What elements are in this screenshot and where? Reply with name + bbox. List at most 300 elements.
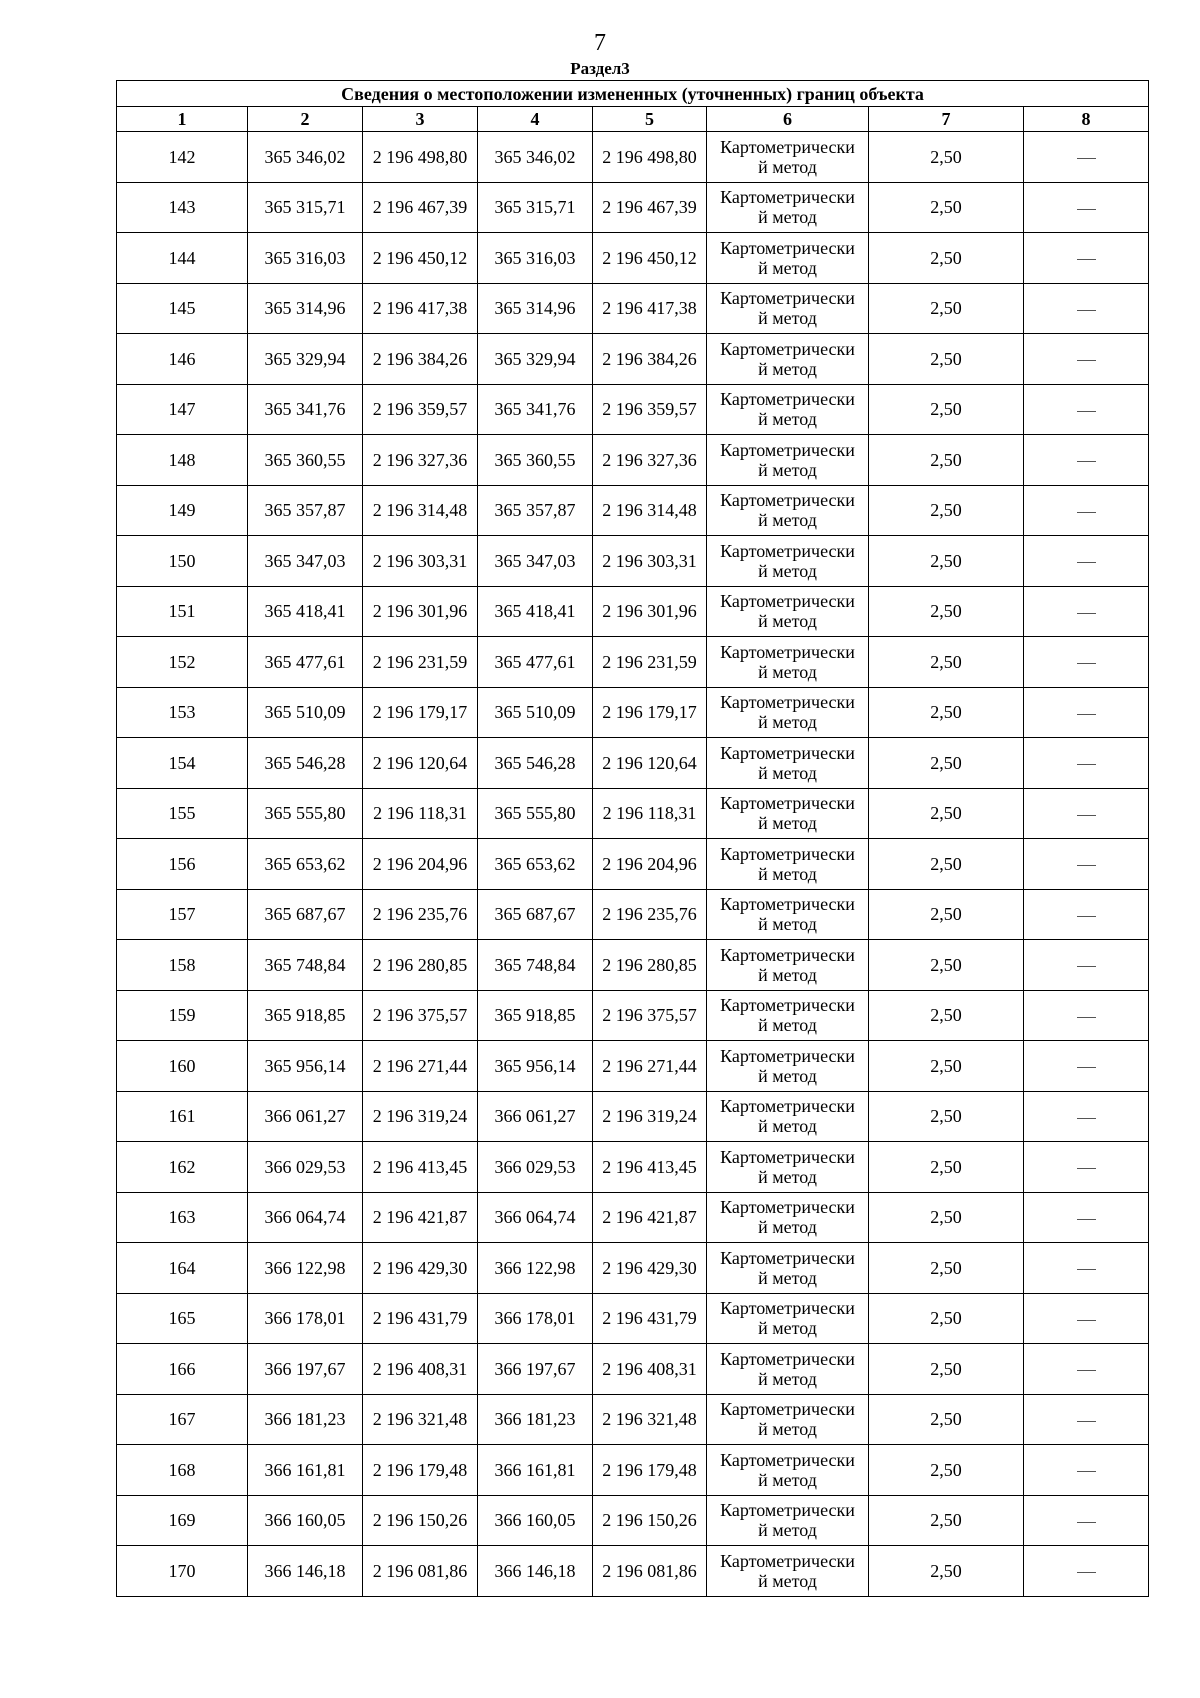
x-refined-cell: 366 061,27 [478, 1091, 593, 1142]
description-cell [1024, 839, 1149, 890]
point-number-cell: 166 [117, 1344, 248, 1395]
column-number: 5 [593, 107, 707, 132]
description-cell [1024, 1344, 1149, 1395]
column-number: 4 [478, 107, 593, 132]
x-refined-cell: 366 181,23 [478, 1394, 593, 1445]
empty-value-dash [1077, 865, 1096, 866]
description-cell [1024, 990, 1149, 1041]
method-line-1: Картометрически [720, 742, 855, 763]
x-existing-cell: 365 653,62 [248, 839, 363, 890]
description-cell [1024, 738, 1149, 789]
x-existing-cell: 366 197,67 [248, 1344, 363, 1395]
y-existing-cell: 2 196 235,76 [363, 889, 478, 940]
method-line-2: й метод [758, 611, 817, 632]
y-existing-cell: 2 196 314,48 [363, 485, 478, 536]
table-row [117, 839, 1149, 890]
method-cell [707, 132, 869, 183]
y-refined-cell: 2 196 081,86 [593, 1546, 707, 1597]
table-row [117, 1192, 1149, 1243]
table-row [117, 990, 1149, 1041]
y-refined-cell: 2 196 303,31 [593, 536, 707, 587]
x-existing-cell: 366 064,74 [248, 1192, 363, 1243]
empty-value-dash [1077, 411, 1096, 412]
method-line-2: й метод [758, 207, 817, 228]
empty-value-dash [1077, 714, 1096, 715]
y-existing-cell: 2 196 429,30 [363, 1243, 478, 1294]
empty-value-dash [1077, 1017, 1096, 1018]
y-existing-cell: 2 196 431,79 [363, 1293, 478, 1344]
x-existing-cell: 365 360,55 [248, 435, 363, 486]
method-cell [707, 1445, 869, 1496]
description-cell [1024, 435, 1149, 486]
accuracy-cell: 2,50 [869, 1192, 1024, 1243]
x-refined-cell: 365 918,85 [478, 990, 593, 1041]
point-number-cell: 144 [117, 233, 248, 284]
y-existing-cell: 2 196 467,39 [363, 182, 478, 233]
column-number: 1 [117, 107, 248, 132]
point-number-cell: 154 [117, 738, 248, 789]
empty-value-dash [1077, 1471, 1096, 1472]
y-existing-cell: 2 196 384,26 [363, 334, 478, 385]
accuracy-cell: 2,50 [869, 687, 1024, 738]
y-existing-cell: 2 196 413,45 [363, 1142, 478, 1193]
y-refined-cell: 2 196 327,36 [593, 435, 707, 486]
y-existing-cell: 2 196 081,86 [363, 1546, 478, 1597]
point-number-cell: 157 [117, 889, 248, 940]
table-row [117, 233, 1149, 284]
y-existing-cell: 2 196 303,31 [363, 536, 478, 587]
y-refined-cell: 2 196 319,24 [593, 1091, 707, 1142]
empty-value-dash [1077, 360, 1096, 361]
table-row [117, 687, 1149, 738]
x-existing-cell: 366 160,05 [248, 1495, 363, 1546]
x-refined-cell: 365 329,94 [478, 334, 593, 385]
method-line-2: й метод [758, 914, 817, 935]
method-line-1: Картометрически [720, 1298, 855, 1319]
empty-value-dash [1077, 1572, 1096, 1573]
point-number-cell: 158 [117, 940, 248, 991]
method-line-1: Картометрически [720, 1550, 855, 1571]
x-refined-cell: 365 347,03 [478, 536, 593, 587]
method-line-1: Картометрически [720, 1500, 855, 1521]
point-number-cell: 148 [117, 435, 248, 486]
method-line-1: Картометрически [720, 1247, 855, 1268]
method-line-1: Картометрически [720, 1096, 855, 1117]
method-cell [707, 1142, 869, 1193]
method-line-1: Картометрически [720, 641, 855, 662]
section-title: Раздел3 [570, 59, 630, 78]
method-line-2: й метод [758, 358, 817, 379]
empty-value-dash [1077, 1168, 1096, 1169]
y-refined-cell: 2 196 431,79 [593, 1293, 707, 1344]
x-refined-cell: 366 160,05 [478, 1495, 593, 1546]
method-cell [707, 384, 869, 435]
method-line-1: Картометрически [720, 490, 855, 511]
accuracy-cell: 2,50 [869, 233, 1024, 284]
empty-value-dash [1077, 512, 1096, 513]
table-row [117, 940, 1149, 991]
accuracy-cell: 2,50 [869, 1091, 1024, 1142]
accuracy-cell: 2,50 [869, 889, 1024, 940]
x-existing-cell: 365 357,87 [248, 485, 363, 536]
empty-value-dash [1077, 764, 1096, 765]
method-cell [707, 435, 869, 486]
x-existing-cell: 365 314,96 [248, 283, 363, 334]
column-number: 3 [363, 107, 478, 132]
method-line-1: Картометрически [720, 1399, 855, 1420]
description-cell [1024, 687, 1149, 738]
accuracy-cell: 2,50 [869, 788, 1024, 839]
point-number-cell: 161 [117, 1091, 248, 1142]
x-existing-cell: 365 555,80 [248, 788, 363, 839]
y-refined-cell: 2 196 429,30 [593, 1243, 707, 1294]
x-existing-cell: 365 956,14 [248, 1041, 363, 1092]
y-refined-cell: 2 196 375,57 [593, 990, 707, 1041]
y-existing-cell: 2 196 319,24 [363, 1091, 478, 1142]
x-existing-cell: 366 161,81 [248, 1445, 363, 1496]
y-existing-cell: 2 196 450,12 [363, 233, 478, 284]
column-number: 6 [707, 107, 869, 132]
description-cell [1024, 788, 1149, 839]
y-existing-cell: 2 196 120,64 [363, 738, 478, 789]
page-number: 7 [594, 30, 606, 56]
y-refined-cell: 2 196 235,76 [593, 889, 707, 940]
x-existing-cell: 365 347,03 [248, 536, 363, 587]
empty-value-dash [1077, 1522, 1096, 1523]
empty-value-dash [1077, 209, 1096, 210]
x-refined-cell: 365 314,96 [478, 283, 593, 334]
x-refined-cell: 365 357,87 [478, 485, 593, 536]
x-existing-cell: 366 029,53 [248, 1142, 363, 1193]
method-line-1: Картометрически [720, 944, 855, 965]
column-number: 7 [869, 107, 1024, 132]
method-cell [707, 536, 869, 587]
y-existing-cell: 2 196 327,36 [363, 435, 478, 486]
y-existing-cell: 2 196 280,85 [363, 940, 478, 991]
description-cell [1024, 637, 1149, 688]
y-refined-cell: 2 196 231,59 [593, 637, 707, 688]
y-refined-cell: 2 196 280,85 [593, 940, 707, 991]
accuracy-cell: 2,50 [869, 940, 1024, 991]
boundary-coordinates-table [116, 80, 1149, 1597]
empty-value-dash [1077, 1269, 1096, 1270]
method-line-1: Картометрически [720, 692, 855, 713]
y-refined-cell: 2 196 417,38 [593, 283, 707, 334]
method-cell [707, 1344, 869, 1395]
method-line-2: й метод [758, 1267, 817, 1288]
description-cell [1024, 334, 1149, 385]
table-row [117, 334, 1149, 385]
method-line-1: Картометрически [720, 439, 855, 460]
empty-value-dash [1077, 1320, 1096, 1321]
y-refined-cell: 2 196 359,57 [593, 384, 707, 435]
empty-value-dash [1077, 310, 1096, 311]
method-cell [707, 1192, 869, 1243]
table-row [117, 1344, 1149, 1395]
method-cell [707, 1495, 869, 1546]
column-number: 8 [1024, 107, 1149, 132]
empty-value-dash [1077, 1370, 1096, 1371]
y-existing-cell: 2 196 498,80 [363, 132, 478, 183]
method-line-1: Картометрически [720, 793, 855, 814]
accuracy-cell: 2,50 [869, 1495, 1024, 1546]
empty-value-dash [1077, 1067, 1096, 1068]
method-line-1: Картометрически [720, 187, 855, 208]
method-cell [707, 889, 869, 940]
y-existing-cell: 2 196 204,96 [363, 839, 478, 890]
table-row [117, 1243, 1149, 1294]
x-refined-cell: 365 956,14 [478, 1041, 593, 1092]
accuracy-cell: 2,50 [869, 839, 1024, 890]
y-refined-cell: 2 196 118,31 [593, 788, 707, 839]
description-cell [1024, 132, 1149, 183]
y-existing-cell: 2 196 271,44 [363, 1041, 478, 1092]
method-cell [707, 687, 869, 738]
table-row [117, 1142, 1149, 1193]
empty-value-dash [1077, 1118, 1096, 1119]
point-number-cell: 145 [117, 283, 248, 334]
x-existing-cell: 365 918,85 [248, 990, 363, 1041]
point-number-cell: 142 [117, 132, 248, 183]
point-number-cell: 146 [117, 334, 248, 385]
description-cell [1024, 283, 1149, 334]
method-cell [707, 586, 869, 637]
accuracy-cell: 2,50 [869, 435, 1024, 486]
method-line-2: й метод [758, 1015, 817, 1036]
table-row [117, 536, 1149, 587]
x-refined-cell: 366 122,98 [478, 1243, 593, 1294]
method-line-2: й метод [758, 1469, 817, 1490]
table-row [117, 586, 1149, 637]
method-line-2: й метод [758, 1065, 817, 1086]
method-line-1: Картометрически [720, 1348, 855, 1369]
method-cell [707, 1546, 869, 1597]
method-cell [707, 485, 869, 536]
method-cell [707, 1041, 869, 1092]
x-refined-cell: 365 510,09 [478, 687, 593, 738]
y-refined-cell: 2 196 301,96 [593, 586, 707, 637]
point-number-cell: 147 [117, 384, 248, 435]
x-existing-cell: 365 315,71 [248, 182, 363, 233]
table-row [117, 1394, 1149, 1445]
method-line-2: й метод [758, 510, 817, 531]
empty-value-dash [1077, 916, 1096, 917]
table-body [117, 132, 1149, 1597]
x-refined-cell: 366 161,81 [478, 1445, 593, 1496]
x-existing-cell: 366 178,01 [248, 1293, 363, 1344]
y-refined-cell: 2 196 467,39 [593, 182, 707, 233]
accuracy-cell: 2,50 [869, 586, 1024, 637]
y-refined-cell: 2 196 421,87 [593, 1192, 707, 1243]
method-line-2: й метод [758, 964, 817, 985]
y-refined-cell: 2 196 204,96 [593, 839, 707, 890]
method-cell [707, 1394, 869, 1445]
y-existing-cell: 2 196 408,31 [363, 1344, 478, 1395]
method-line-2: й метод [758, 1520, 817, 1541]
y-refined-cell: 2 196 384,26 [593, 334, 707, 385]
point-number-cell: 151 [117, 586, 248, 637]
description-cell [1024, 536, 1149, 587]
description-cell [1024, 384, 1149, 435]
method-line-1: Картометрически [720, 843, 855, 864]
method-cell [707, 738, 869, 789]
description-cell [1024, 1091, 1149, 1142]
empty-value-dash [1077, 613, 1096, 614]
x-existing-cell: 365 477,61 [248, 637, 363, 688]
point-number-cell: 160 [117, 1041, 248, 1092]
x-refined-cell: 366 197,67 [478, 1344, 593, 1395]
table-row [117, 283, 1149, 334]
x-refined-cell: 365 546,28 [478, 738, 593, 789]
table-row [117, 182, 1149, 233]
description-cell [1024, 1142, 1149, 1193]
x-existing-cell: 365 329,94 [248, 334, 363, 385]
point-number-cell: 150 [117, 536, 248, 587]
method-line-1: Картометрически [720, 338, 855, 359]
description-cell [1024, 182, 1149, 233]
x-refined-cell: 366 146,18 [478, 1546, 593, 1597]
x-refined-cell: 365 316,03 [478, 233, 593, 284]
x-refined-cell: 365 346,02 [478, 132, 593, 183]
description-cell [1024, 1495, 1149, 1546]
x-existing-cell: 365 341,76 [248, 384, 363, 435]
accuracy-cell: 2,50 [869, 283, 1024, 334]
method-cell [707, 1293, 869, 1344]
x-refined-cell: 365 748,84 [478, 940, 593, 991]
table-row [117, 1546, 1149, 1597]
table-row [117, 1041, 1149, 1092]
y-refined-cell: 2 196 408,31 [593, 1344, 707, 1395]
description-cell [1024, 940, 1149, 991]
accuracy-cell: 2,50 [869, 738, 1024, 789]
description-cell [1024, 889, 1149, 940]
x-existing-cell: 365 687,67 [248, 889, 363, 940]
table-row [117, 1445, 1149, 1496]
x-existing-cell: 366 181,23 [248, 1394, 363, 1445]
method-cell [707, 1091, 869, 1142]
method-line-2: й метод [758, 1570, 817, 1591]
method-line-2: й метод [758, 813, 817, 834]
x-existing-cell: 365 546,28 [248, 738, 363, 789]
point-number-cell: 143 [117, 182, 248, 233]
x-existing-cell: 365 748,84 [248, 940, 363, 991]
description-cell [1024, 485, 1149, 536]
table-row [117, 384, 1149, 435]
method-cell [707, 637, 869, 688]
y-existing-cell: 2 196 150,26 [363, 1495, 478, 1546]
accuracy-cell: 2,50 [869, 384, 1024, 435]
method-line-2: й метод [758, 762, 817, 783]
method-line-1: Картометрически [720, 540, 855, 561]
accuracy-cell: 2,50 [869, 536, 1024, 587]
empty-value-dash [1077, 461, 1096, 462]
y-refined-cell: 2 196 498,80 [593, 132, 707, 183]
method-cell [707, 182, 869, 233]
method-line-1: Картометрически [720, 894, 855, 915]
method-line-1: Картометрически [720, 591, 855, 612]
method-line-2: й метод [758, 661, 817, 682]
method-line-2: й метод [758, 459, 817, 480]
point-number-cell: 162 [117, 1142, 248, 1193]
method-line-2: й метод [758, 308, 817, 329]
method-line-2: й метод [758, 1419, 817, 1440]
method-line-2: й метод [758, 257, 817, 278]
y-existing-cell: 2 196 179,48 [363, 1445, 478, 1496]
method-cell [707, 334, 869, 385]
table-row [117, 788, 1149, 839]
x-refined-cell: 365 653,62 [478, 839, 593, 890]
method-line-2: й метод [758, 1368, 817, 1389]
x-existing-cell: 366 146,18 [248, 1546, 363, 1597]
point-number-cell: 165 [117, 1293, 248, 1344]
x-refined-cell: 365 360,55 [478, 435, 593, 486]
method-line-1: Картометрически [720, 1449, 855, 1470]
y-existing-cell: 2 196 417,38 [363, 283, 478, 334]
description-cell [1024, 233, 1149, 284]
method-line-2: й метод [758, 560, 817, 581]
y-existing-cell: 2 196 421,87 [363, 1192, 478, 1243]
empty-value-dash [1077, 663, 1096, 664]
x-existing-cell: 365 346,02 [248, 132, 363, 183]
x-existing-cell: 365 418,41 [248, 586, 363, 637]
method-line-2: й метод [758, 863, 817, 884]
point-number-cell: 159 [117, 990, 248, 1041]
x-existing-cell: 366 061,27 [248, 1091, 363, 1142]
method-line-1: Картометрически [720, 995, 855, 1016]
point-number-cell: 152 [117, 637, 248, 688]
accuracy-cell: 2,50 [869, 1293, 1024, 1344]
method-cell [707, 1243, 869, 1294]
method-line-1: Картометрически [720, 1045, 855, 1066]
method-line-2: й метод [758, 1217, 817, 1238]
column-number-row [117, 107, 1149, 132]
y-refined-cell: 2 196 450,12 [593, 233, 707, 284]
y-refined-cell: 2 196 179,17 [593, 687, 707, 738]
description-cell [1024, 1293, 1149, 1344]
method-line-1: Картометрически [720, 237, 855, 258]
method-cell [707, 940, 869, 991]
point-number-cell: 169 [117, 1495, 248, 1546]
x-refined-cell: 366 029,53 [478, 1142, 593, 1193]
empty-value-dash [1077, 562, 1096, 563]
method-line-1: Картометрически [720, 1197, 855, 1218]
method-line-2: й метод [758, 156, 817, 177]
accuracy-cell: 2,50 [869, 1243, 1024, 1294]
point-number-cell: 168 [117, 1445, 248, 1496]
method-line-2: й метод [758, 1116, 817, 1137]
empty-value-dash [1077, 815, 1096, 816]
x-existing-cell: 365 510,09 [248, 687, 363, 738]
method-cell [707, 233, 869, 284]
y-refined-cell: 2 196 179,48 [593, 1445, 707, 1496]
point-number-cell: 149 [117, 485, 248, 536]
table-row [117, 1293, 1149, 1344]
method-line-2: й метод [758, 1166, 817, 1187]
method-line-2: й метод [758, 409, 817, 430]
method-line-1: Картометрически [720, 389, 855, 410]
point-number-cell: 153 [117, 687, 248, 738]
method-line-1: Картометрически [720, 288, 855, 309]
x-refined-cell: 365 341,76 [478, 384, 593, 435]
accuracy-cell: 2,50 [869, 1041, 1024, 1092]
table-row [117, 889, 1149, 940]
method-cell [707, 839, 869, 890]
empty-value-dash [1077, 158, 1096, 159]
point-number-cell: 156 [117, 839, 248, 890]
accuracy-cell: 2,50 [869, 334, 1024, 385]
table-row [117, 637, 1149, 688]
y-existing-cell: 2 196 359,57 [363, 384, 478, 435]
